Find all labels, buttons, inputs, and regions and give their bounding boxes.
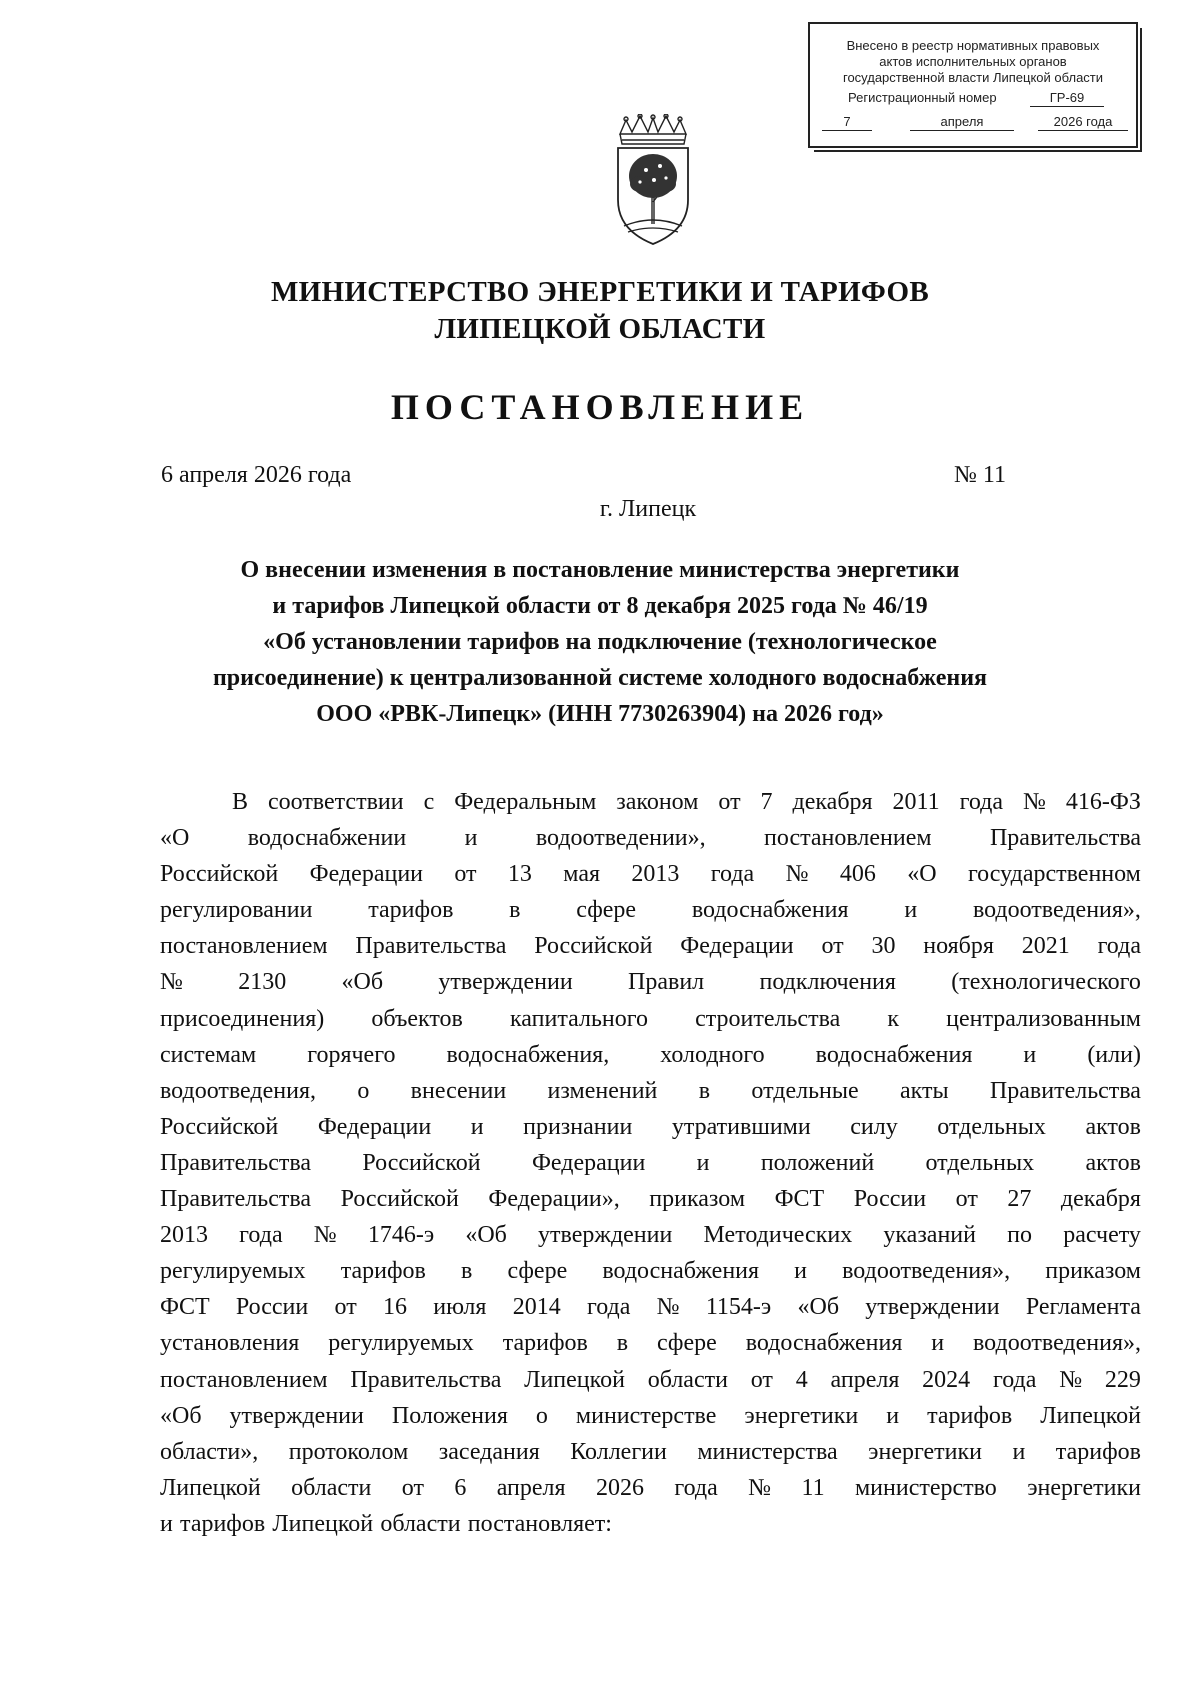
ministry-name-line-1: МИНИСТЕРСТВО ЭНЕРГЕТИКИ И ТАРИФОВ bbox=[271, 276, 929, 308]
document-number: № 11 bbox=[954, 462, 1007, 488]
stamp-line-1: Внесено в реестр нормативных правовых bbox=[846, 38, 1100, 53]
stamp-reg-label: Регистрационный номер bbox=[848, 90, 997, 105]
body-line: присоединения) объектов капитального строительства к централизованным bbox=[160, 1005, 1141, 1032]
body-line: Российской Федерации от 13 мая 2013 года № 406 «О государственном bbox=[160, 861, 1141, 888]
body-line: области», протоколом заседания Коллегии министерства энергетики и тарифов bbox=[160, 1438, 1141, 1465]
coat-of-arms-emblem bbox=[610, 114, 696, 254]
body-line: Правительства Российской Федерации», приказом ФСТ России от 27 декабря bbox=[160, 1186, 1141, 1213]
title-line: присоединение) к централизованной системе холодного водоснабжения bbox=[212, 665, 988, 691]
title-line: ООО «РВК-Липецк» (ИНН 7730263904) на 2026 год» bbox=[316, 701, 884, 727]
title-line: О внесении изменения в постановление министерства энергетики bbox=[240, 557, 960, 583]
body-line: Липецкой области от 6 апреля 2026 года № 11 министерство энергетики bbox=[160, 1474, 1141, 1501]
body-line: регулировании тарифов в сфере водоснабжения и водоотведения», bbox=[160, 897, 1141, 924]
body-line: постановлением Правительства Российской Федерации от 30 ноября 2021 года bbox=[160, 933, 1141, 960]
ministry-name bbox=[0, 274, 1200, 348]
registry-stamp bbox=[808, 22, 1138, 148]
body-line: регулируемых тарифов в сфере водоснабжения и водоотведения», приказом bbox=[160, 1258, 1141, 1285]
stamp-line-2: актов исполнительных органов bbox=[879, 54, 1067, 69]
stamp-date-row bbox=[810, 114, 1136, 134]
document-body bbox=[160, 784, 1141, 1542]
body-line: «О водоснабжении и водоотведении», постановлением Правительства bbox=[160, 825, 1141, 852]
stamp-reg-number: ГР-69 bbox=[1030, 90, 1104, 107]
body-line: постановлением Правительства Липецкой области от 4 апреля 2024 года № 229 bbox=[160, 1366, 1141, 1393]
ministry-name-line-2: ЛИПЕЦКОЙ ОБЛАСТИ bbox=[434, 313, 766, 345]
title-line: «Об установлении тарифов на подключение (технологическое bbox=[263, 629, 937, 655]
document-date: 6 апреля 2026 года bbox=[161, 462, 352, 488]
body-line: 2013 года № 1746-э «Об утверждении Методических указаний по расчету bbox=[160, 1222, 1141, 1249]
body-line: В соответствии с Федеральным законом от 7 декабря 2011 года № 416-ФЗ bbox=[232, 789, 1141, 815]
body-line: установления регулируемых тарифов в сфере водоснабжения и водоотведения», bbox=[160, 1330, 1141, 1357]
title-line: и тарифов Липецкой области от 8 декабря 2025 года № 46/19 bbox=[272, 593, 928, 619]
body-line: № 2130 «Об утверждении Правил подключения (технологического bbox=[160, 969, 1141, 996]
document-city: г. Липецк bbox=[599, 496, 697, 522]
stamp-day: 7 bbox=[822, 114, 872, 131]
body-line: водоотведения, о внесении изменений в отдельные акты Правительства bbox=[160, 1077, 1141, 1104]
body-line: системам горячего водоснабжения, холодного водоснабжения и (или) bbox=[160, 1041, 1141, 1068]
body-line: Российской Федерации и признании утратившими силу отдельных актов bbox=[160, 1113, 1141, 1140]
document-title bbox=[150, 552, 1050, 732]
document-type: ПОСТАНОВЛЕНИЕ bbox=[390, 387, 810, 427]
body-line: Правительства Российской Федерации и положений отдельных актов bbox=[160, 1149, 1141, 1176]
body-line: и тарифов Липецкой области постановляет: bbox=[160, 1510, 612, 1537]
stamp-registration-row bbox=[810, 90, 1136, 110]
stamp-year: 2026 года bbox=[1038, 114, 1128, 131]
stamp-month: апреля bbox=[910, 114, 1014, 131]
stamp-line-3: государственной власти Липецкой области bbox=[842, 70, 1104, 85]
body-line: ФСТ России от 16 июля 2014 года № 1154-э «Об утверждении Регламента bbox=[160, 1294, 1141, 1321]
body-line: «Об утверждении Положения о министерстве энергетики и тарифов Липецкой bbox=[160, 1402, 1141, 1429]
